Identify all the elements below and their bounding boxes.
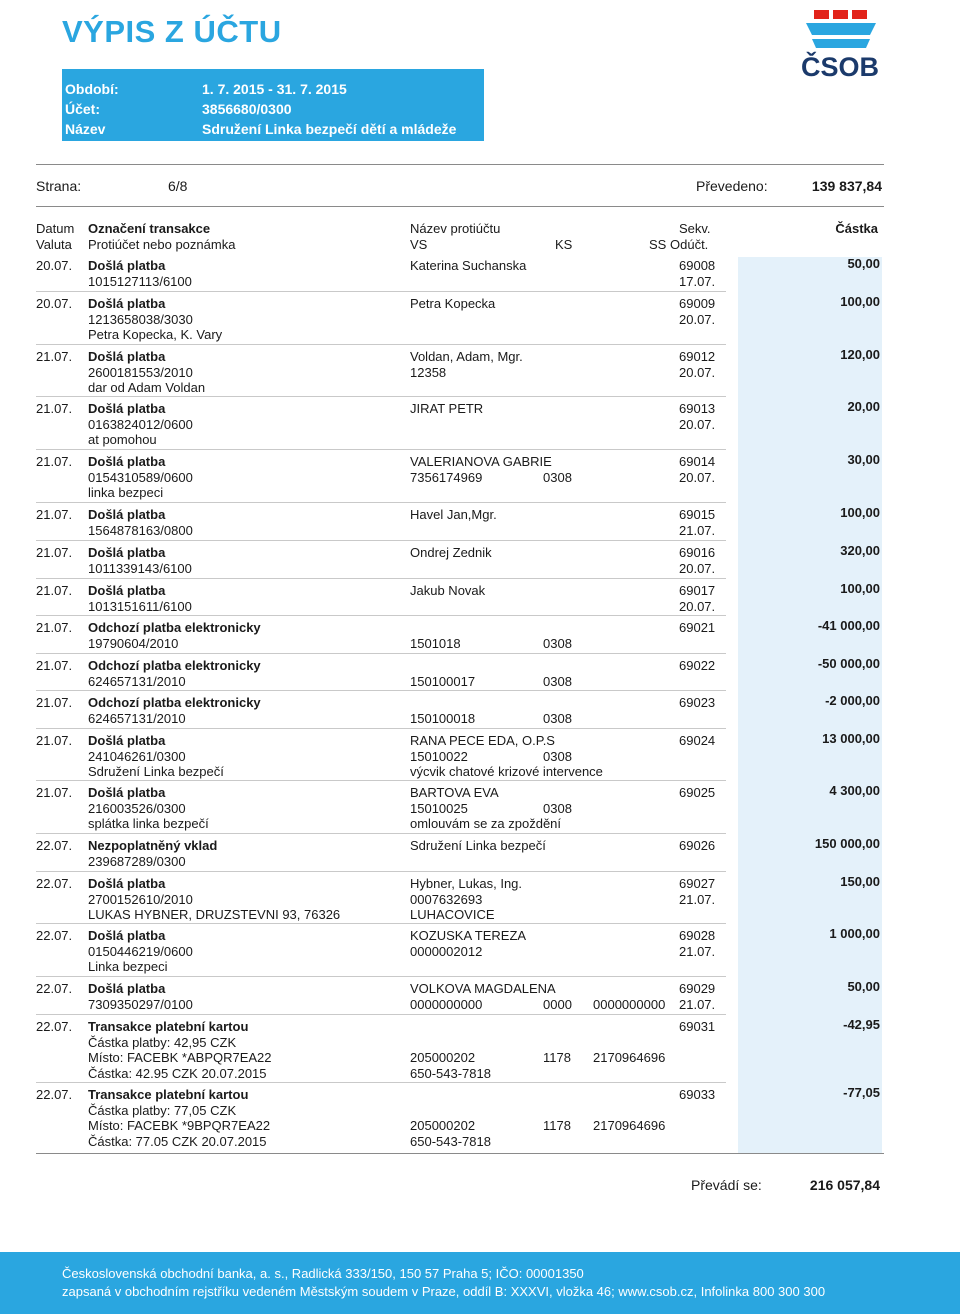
tx-amount: 1 000,00 [829,926,880,941]
row-separator [36,1014,726,1015]
tx-type: Došlá platba [88,349,166,364]
tx-seq: 69025 [679,785,716,800]
tx-ks: 0308 [543,710,572,726]
tx-seq: 69017 [679,583,716,598]
tx-ss: 0000000000 [593,996,666,1012]
tx-vs: 1501018 [410,635,461,651]
tx-amount: 50,00 [847,256,880,271]
tx-posted: 17.07. [679,273,716,289]
tx-date: 21.07. [36,733,73,748]
tx-date: 21.07. [36,583,73,598]
tx-date: 22.07. [36,1087,73,1102]
tx-type: Nezpoplatněný vklad [88,838,218,853]
carry-over-label: Převádí se: [691,1177,762,1193]
col-value-date: Valuta [36,237,72,252]
tx-seq: 69014 [679,454,716,469]
tx-vs: 0007632693 [410,891,483,907]
tx-detail-line: Místo: FACEBK *9BPQR7EA22 [88,1118,271,1133]
tx-posted: 21.07. [679,943,716,959]
tx-detail-line: 7309350297/0100 [88,996,193,1012]
tx-amount: 4 300,00 [829,783,880,798]
tx-seq: 69027 [679,876,716,891]
tx-date: 20.07. [36,258,73,273]
account-name-value: Sdružení Linka bezpečí dětí a mládeže [202,121,457,137]
row-separator [36,653,726,654]
tx-date: 22.07. [36,876,73,891]
tx-note: 650-543-7818 [410,1065,491,1081]
tx-amount: 13 000,00 [822,731,880,746]
tx-ss: 2170964696 [593,1050,666,1065]
tx-vs: 0000000000 [410,996,483,1012]
tx-seq: 69016 [679,545,716,560]
row-separator [36,540,726,541]
tx-detail-line: 239687289/0300 [88,853,186,869]
period-value: 1. 7. 2015 - 31. 7. 2015 [202,81,347,97]
carry-over-value: 216 057,84 [809,1177,880,1193]
divider-top [36,164,884,165]
tx-date: 21.07. [36,507,73,522]
page-title: VÝPIS Z ÚČTU [62,14,282,49]
period-label: Období: [65,81,119,97]
tx-detail-line: at pomohou [88,432,157,447]
row-separator [36,502,726,503]
tx-type: Došlá platba [88,928,166,943]
tx-type: Došlá platba [88,296,166,311]
tx-posted: 20.07. [679,416,716,432]
account-label: Účet: [65,101,101,117]
tx-detail-line: 0163824012/0600 [88,416,193,432]
row-separator [36,344,726,345]
tx-detail-line: Linka bezpeci [88,959,168,974]
tx-detail-line: 1564878163/0800 [88,522,193,538]
tx-detail-line: 1015127113/6100 [88,273,192,289]
tx-amount: -42,95 [843,1017,880,1032]
tx-type: Transakce platební kartou [88,1019,249,1034]
tx-ss: 2170964696 [593,1118,666,1133]
tx-detail-line: 2600181553/2010 [88,364,193,380]
tx-counterparty-name: JIRAT PETR [410,401,484,416]
tx-posted: 20.07. [679,598,716,614]
tx-type: Odchozí platba elektronicky [88,695,261,710]
row-separator [36,578,726,579]
tx-vs: 150100018 [410,710,476,726]
tx-date: 21.07. [36,695,73,710]
tx-detail-line: 216003526/0300 [88,800,186,816]
tx-ks: 0000 [543,996,572,1012]
tx-amount: 120,00 [840,347,880,362]
tx-amount: 100,00 [840,505,880,520]
row-separator [36,396,726,397]
tx-note: LUHACOVICE [410,907,495,922]
tx-detail-line: 0150446219/0600 [88,943,193,959]
tx-type: Došlá platba [88,583,166,598]
tx-posted: 21.07. [679,996,716,1012]
tx-counterparty-name: RANA PECE EDA, O.P.S [410,733,555,748]
tx-detail-line: 241046261/0300 [88,748,186,764]
footer [0,1252,960,1314]
tx-date: 21.07. [36,658,73,673]
logo-wordmark: ČSOB [800,52,880,80]
tx-seq: 69015 [679,507,716,522]
tx-amount: 150 000,00 [814,836,880,851]
tx-ks: 0308 [543,469,572,485]
tx-amount: 150,00 [840,874,880,889]
tx-detail-line: 1213658038/3030 [88,311,193,327]
tx-seq: 69022 [679,658,716,673]
footer-line-2: zapsaná v obchodním rejstříku vedeném Městským soudem v Praze, oddíl B: XXXVI, vložka 46; www.csob.cz, Infolinka 800 300 300 [62,1284,826,1299]
tx-type: Došlá platba [88,258,166,273]
tx-detail-line: 1011339143/6100 [88,560,192,576]
tx-detail-line: Částka: 42.95 CZK 20.07.2015 [88,1065,267,1081]
tx-type: Došlá platba [88,785,166,800]
tx-counterparty-name: Jakub Novak [410,583,486,598]
page-label: Strana: [36,178,82,194]
tx-date: 22.07. [36,838,73,853]
tx-type: Odchozí platba elektronicky [88,620,261,635]
account-value: 3856680/0300 [202,101,292,117]
tx-counterparty-name: VALERIANOVA GABRIE [410,454,552,469]
tx-posted: 20.07. [679,364,716,380]
tx-date: 21.07. [36,545,73,560]
col-date: Datum [36,221,75,236]
tx-type: Došlá platba [88,507,166,522]
col-counter-note: Protiúčet nebo poznámka [88,237,236,252]
tx-counterparty-name: Petra Kopecka [410,296,496,311]
tx-note: omlouvám se za zpoždění [410,816,562,831]
tx-counterparty-name: Havel Jan,Mgr. [410,507,497,522]
tx-type: Došlá platba [88,981,166,996]
tx-seq: 69021 [679,620,716,635]
row-separator [36,728,726,729]
tx-counterparty-name: Voldan, Adam, Mgr. [410,349,523,364]
tx-vs: 0000002012 [410,943,483,959]
tx-ks: 1178 [543,1118,571,1133]
tx-type: Odchozí platba elektronicky [88,658,261,673]
tx-detail-line: 19790604/2010 [88,635,179,651]
footer-line-1: Československá obchodní banka, a. s., Radlická 333/150, 150 57 Praha 5; IČO: 00001350 [62,1266,584,1281]
tx-seq: 69024 [679,733,716,748]
tx-seq: 69013 [679,401,716,416]
tx-date: 20.07. [36,296,73,311]
tx-detail-line: Petra Kopecka, K. Vary [88,327,223,342]
tx-counterparty-name: Ondrej Zednik [410,545,492,560]
row-separator [36,690,726,691]
tx-date: 21.07. [36,620,73,635]
tx-seq: 69031 [679,1019,716,1034]
tx-posted: 20.07. [679,469,716,485]
row-separator [36,1082,726,1083]
account-name-label: Název účtu: [65,121,106,157]
bank-logo [794,10,886,80]
tx-type: Došlá platba [88,733,166,748]
row-separator [36,833,726,834]
tx-posted: 21.07. [679,522,716,538]
tx-note: 650-543-7818 [410,1133,491,1149]
divider-meta [36,206,884,207]
tx-amount: 30,00 [847,452,880,467]
tx-counterparty-name: Hybner, Lukas, Ing. [410,876,523,891]
tx-date: 22.07. [36,1019,73,1034]
tx-counterparty-name: Sdružení Linka bezpečí [410,838,546,853]
tx-seq: 69009 [679,296,716,311]
carried-value: 139 837,84 [811,178,882,194]
tx-seq: 69023 [679,695,716,710]
tx-amount: -2 000,00 [825,693,880,708]
col-counter-name: Název protiúčtu [410,221,501,236]
col-tx-type: Označení transakce [88,221,211,236]
tx-detail-line: Částka platby: 77,05 CZK [88,1102,237,1118]
row-separator [36,615,726,616]
col-amount: Částka [835,221,878,236]
tx-note: výcvik chatové krizové intervence [410,764,603,779]
tx-type: Došlá platba [88,876,166,891]
tx-detail-line: dar od Adam Voldan [88,380,206,395]
tx-vs: 205000202 [410,1050,476,1065]
tx-posted: 20.07. [679,560,716,576]
tx-posted: 20.07. [679,311,716,327]
tx-seq: 69029 [679,981,716,996]
tx-counterparty-name: KOZUSKA TEREZA [410,928,527,943]
tx-vs: 12358 [410,364,447,380]
tx-vs: 15010022 [410,748,468,764]
tx-vs: 205000202 [410,1118,476,1133]
tx-seq: 69026 [679,838,716,853]
tx-date: 22.07. [36,981,73,996]
col-posted: Odúčt. [670,237,709,252]
tx-counterparty-name: BARTOVA EVA [410,785,499,800]
tx-vs: 15010025 [410,800,468,816]
divider-bottom [36,1153,884,1154]
tx-detail-line: 624657131/2010 [88,673,186,689]
page-value: 6/8 [168,178,188,194]
tx-ks: 0308 [543,748,572,764]
tx-vs: 150100017 [410,673,476,689]
tx-date: 21.07. [36,401,73,416]
account-info-box [62,69,484,157]
tx-detail-line: Částka: 77.05 CZK 20.07.2015 [88,1133,267,1149]
row-separator [36,923,726,924]
tx-date: 21.07. [36,454,73,469]
row-separator [36,871,726,872]
tx-detail-line: 1013151611/6100 [88,598,192,614]
tx-detail-line: 624657131/2010 [88,710,186,726]
row-separator [36,780,726,781]
carried-label: Převedeno: [696,178,768,194]
tx-ks: 0308 [543,800,572,816]
col-seq: Sekv. [679,221,711,236]
tx-amount: -77,05 [843,1085,880,1100]
tx-ks: 0308 [543,673,572,689]
col-ss: SS [649,237,667,252]
tx-amount: 50,00 [847,979,880,994]
tx-seq: 69028 [679,928,716,943]
tx-date: 21.07. [36,785,73,800]
tx-detail-line: linka bezpeci [88,485,164,500]
tx-date: 22.07. [36,928,73,943]
tx-type: Došlá platba [88,545,166,560]
tx-amount: 320,00 [840,543,880,558]
tx-ks: 0308 [543,635,572,651]
tx-detail-line: Částka platby: 42,95 CZK [88,1034,237,1050]
tx-type: Došlá platba [88,454,166,469]
tx-detail-line: 2700152610/2010 [88,891,193,907]
tx-ks: 1178 [543,1050,571,1065]
tx-seq: 69008 [679,258,716,273]
tx-seq: 69012 [679,349,716,364]
tx-vs: 7356174969 [410,469,483,485]
tx-detail-line: 0154310589/0600 [88,469,193,485]
tx-detail-line: LUKAS HYBNER, DRUZSTEVNI 93, 76326 [88,907,341,922]
tx-amount: -50 000,00 [817,656,880,671]
tx-amount: -41 000,00 [817,618,880,633]
tx-counterparty-name: Katerina Suchanska [410,258,527,273]
col-ks: KS [555,237,573,252]
row-separator [36,291,726,292]
tx-counterparty-name: VOLKOVA MAGDALENA [410,981,556,996]
tx-detail-line: Sdružení Linka bezpečí [88,764,224,779]
tx-seq: 69033 [679,1087,716,1102]
tx-detail-line: Místo: FACEBK *ABPQR7EA22 [88,1050,272,1065]
row-separator [36,449,726,450]
tx-date: 21.07. [36,349,73,364]
tx-detail-line: splátka linka bezpečí [88,816,209,831]
row-separator [36,976,726,977]
tx-amount: 100,00 [840,294,880,309]
tx-type: Došlá platba [88,401,166,416]
tx-type: Transakce platební kartou [88,1087,249,1102]
tx-amount: 100,00 [840,581,880,596]
col-vs: VS [410,237,428,252]
tx-amount: 20,00 [847,399,880,414]
tx-posted: 21.07. [679,891,716,907]
